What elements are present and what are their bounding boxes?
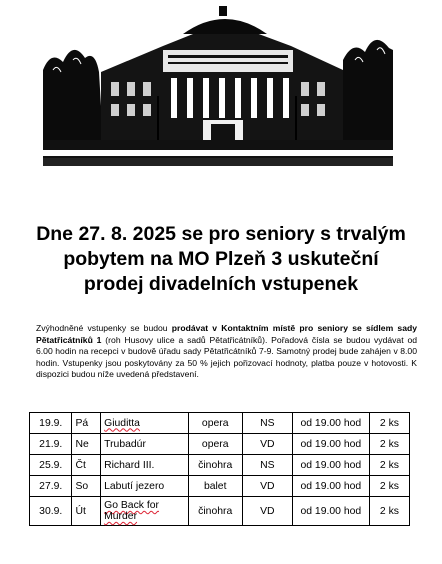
table-row [30, 476, 410, 497]
intro-paragraph [36, 323, 417, 381]
event-genre: činohra [188, 497, 242, 526]
event-date: 27.9. [30, 476, 72, 497]
event-time: od 19.00 hod [292, 434, 369, 455]
table-row [30, 497, 410, 526]
event-title [101, 476, 188, 497]
headline-line-3: prodej divadelních vstupenek [83, 273, 359, 295]
event-day: Ne [72, 434, 101, 455]
event-title [101, 455, 188, 476]
event-quantity: 2 ks [369, 434, 409, 455]
event-title-text: Labutí jezero [104, 480, 165, 492]
intro-bold-location: prodávat v Kontaktním místě pro seniory se sídlem sady Pětatřicátníků 1 [36, 323, 417, 345]
headline-line-2: pobytem na MO Plzeň 3 uskuteční [63, 248, 379, 270]
event-quantity: 2 ks [369, 476, 409, 497]
events-table [29, 412, 410, 526]
event-title-text: Giuditta [104, 417, 140, 429]
event-date: 30.9. [30, 497, 72, 526]
table-row [30, 455, 410, 476]
event-venue: VD [242, 497, 292, 526]
event-day: Út [72, 497, 101, 526]
event-time: od 19.00 hod [292, 455, 369, 476]
event-title [101, 413, 188, 434]
headline-line-1: Dne 27. 8. 2025 se pro seniory s trvalým [36, 223, 406, 245]
intro-text-start: Zvýhodněné vstupenky se budou [36, 323, 172, 333]
event-date: 21.9. [30, 434, 72, 455]
table-row [30, 434, 410, 455]
event-date: 19.9. [30, 413, 72, 434]
event-title [101, 434, 188, 455]
event-venue: NS [242, 413, 292, 434]
event-venue: VD [242, 476, 292, 497]
event-day: Pá [72, 413, 101, 434]
event-genre: opera [188, 434, 242, 455]
event-quantity: 2 ks [369, 455, 409, 476]
theatre-building-photo [43, 0, 393, 166]
event-venue: VD [242, 434, 292, 455]
event-title-text: Go Back for Murder [104, 500, 159, 522]
intro-text-rest: (roh Husovy ulice a sadů Pětatřicátníků). Pořadová čísla se budou vydávat od 6.00 hodin na recepci v budově úřadu sady Pětatřicátníků 7-9. Samotný prodej bude zahájen v 8.00 hodin. Vstupenky jsou poskytovány za 50 % jejich pořizovací hodnoty, platba pouze v hotovosti. K dispozici budou níže uvedená představení. [36, 334, 417, 380]
event-day: Čt [72, 455, 101, 476]
event-time: od 19.00 hod [292, 413, 369, 434]
event-venue: NS [242, 455, 292, 476]
table-row [30, 413, 410, 434]
event-title-text: Richard III. [104, 459, 155, 471]
event-quantity: 2 ks [369, 497, 409, 526]
event-title-text: Trubadúr [104, 438, 146, 450]
event-date: 25.9. [30, 455, 72, 476]
event-day: So [72, 476, 101, 497]
event-genre: balet [188, 476, 242, 497]
event-genre: opera [188, 413, 242, 434]
event-quantity: 2 ks [369, 413, 409, 434]
event-title [101, 497, 188, 526]
event-genre: činohra [188, 455, 242, 476]
headline [0, 222, 442, 297]
event-time: od 19.00 hod [292, 476, 369, 497]
event-time: od 19.00 hod [292, 497, 369, 526]
